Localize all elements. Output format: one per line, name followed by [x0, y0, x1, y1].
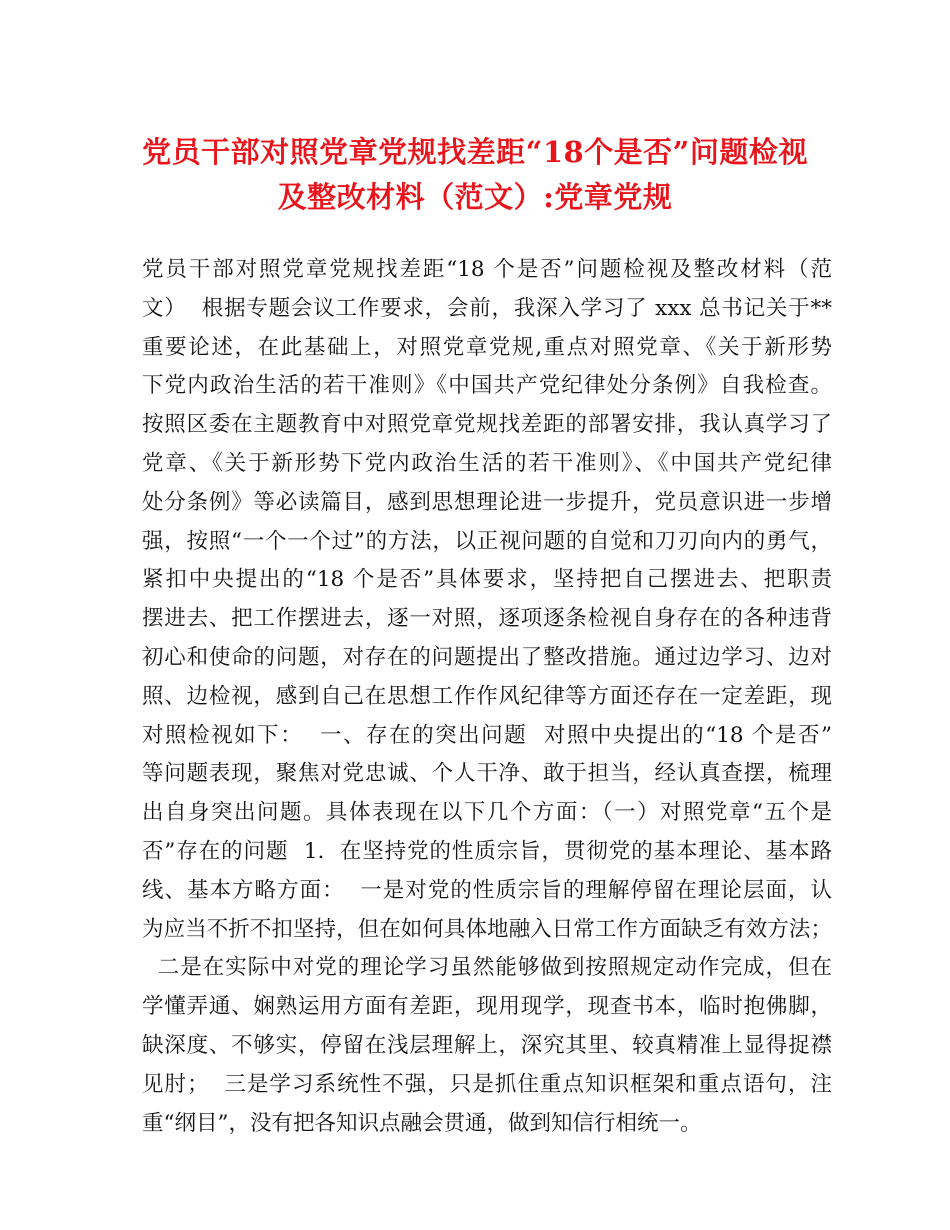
body-line: 缺深度、不够实，停留在浅层理解上，深究其里、较真精准上显得捉襟 — [142, 1032, 832, 1058]
body-line: 对照检视如下： 一、存在的突出问题 对照中央提出的“18 个是否” — [142, 722, 832, 748]
body-line: 强，按照“一个一个过”的方法，以正视问题的自觉和刀刃向内的勇气， — [142, 528, 832, 554]
document-title-line-1: 党员干部对照党章党规找差距“18个是否”问题检视 — [142, 135, 808, 169]
body-line: 摆进去、把工作摆进去，逐一对照，逐项逐条检视自身存在的各种违背 — [142, 606, 832, 632]
body-line: 下党内政治生活的若干准则》《中国共产党纪律处分条例》自我检查。 — [142, 373, 832, 399]
document-title-line-2: 及整改材料（范文）:党章党规 — [277, 180, 673, 214]
body-line: 处分条例》等必读篇目，感到思想理论进一步提升，党员意识进一步增 — [142, 489, 832, 515]
body-line: 紧扣中央提出的“18 个是否”具体要求，坚持把自己摆进去、把职责 — [142, 567, 832, 593]
body-line: 重要论述，在此基础上，对照党章党规,重点对照党章、《关于新形势 — [142, 334, 832, 360]
body-line: 文） 根据专题会议工作要求，会前，我深入学习了 xxx 总书记关于** — [142, 295, 832, 321]
body-line: 照、边检视，感到自己在思想工作作风纪律等方面还存在一定差距，现 — [142, 683, 832, 709]
body-line: 二是在实际中对党的理论学习虽然能够做到按照规定动作完成，但在 — [142, 955, 832, 981]
body-line: 党章、《关于新形势下党内政治生活的若干准则》、《中国共产党纪律 — [142, 450, 832, 476]
body-line: 学懂弄通、娴熟运用方面有差距，现用现学，现查书本，临时抱佛脚， — [142, 994, 832, 1020]
body-line: 初心和使命的问题，对存在的问题提出了整改措施。通过边学习、边对 — [142, 644, 832, 670]
body-line: 见肘； 三是学习系统性不强，只是抓住重点知识框架和重点语句，注 — [142, 1071, 832, 1097]
body-line: 否”存在的问题 1. 在坚持党的性质宗旨，贯彻党的基本理论、基本路 — [142, 838, 832, 864]
body-line: 出自身突出问题。具体表现在以下几个方面：（一）对照党章“五个是 — [142, 800, 832, 826]
body-line: 为应当不折不扣坚持，但在如何具体地融入日常工作方面缺乏有效方法； — [142, 916, 832, 942]
body-line: 按照区委在主题教育中对照党章党规找差距的部署安排，我认真学习了 — [142, 412, 832, 438]
body-line: 党员干部对照党章党规找差距“18 个是否”问题检视及整改材料（范 — [142, 257, 832, 282]
document-body — [142, 251, 832, 1143]
body-line-last: 重“纲目”，没有把各知识点融会贯通，做到知信行相统一。 — [142, 1110, 702, 1136]
body-line: 线、基本方略方面： 一是对党的性质宗旨的理解停留在理论层面，认 — [142, 877, 832, 903]
body-line: 等问题表现，聚焦对党忠诚、个人干净、敢于担当，经认真查摆，梳理 — [142, 761, 832, 787]
